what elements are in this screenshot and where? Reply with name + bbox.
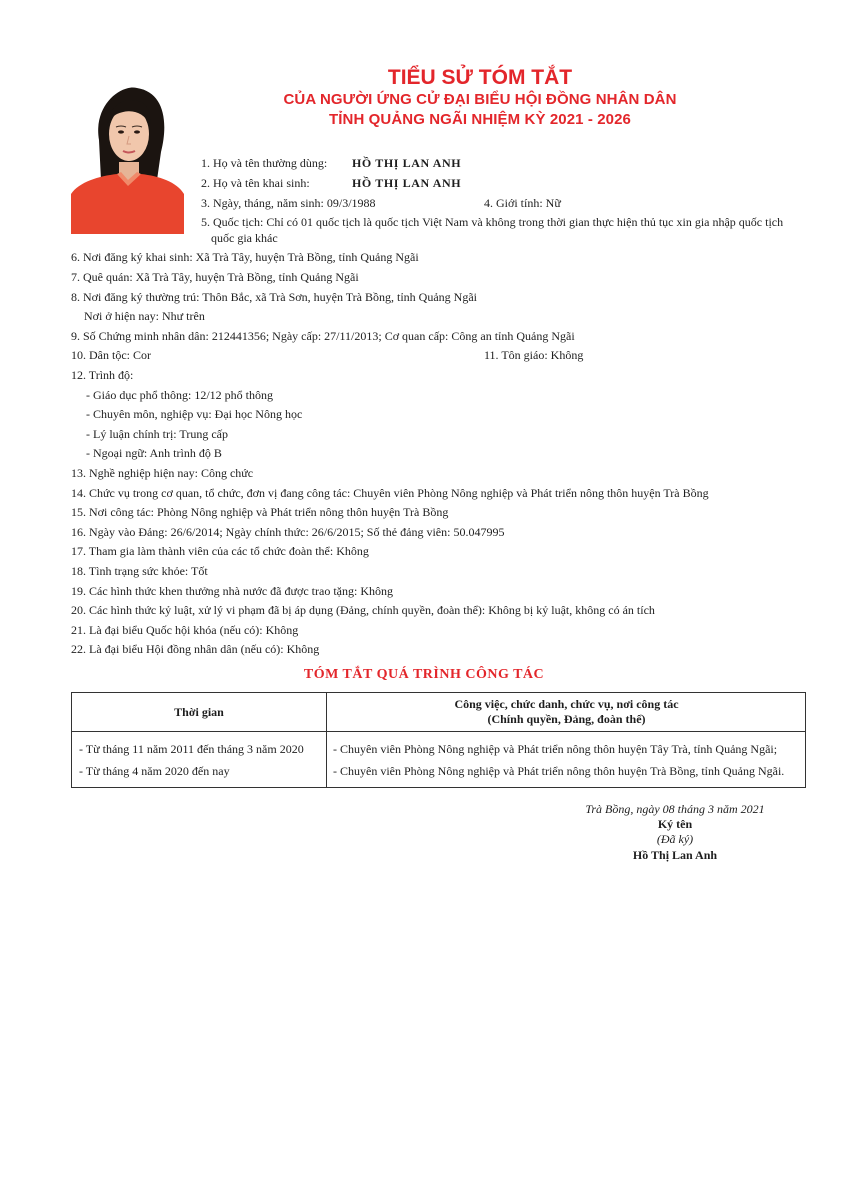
birth-date: 3. Ngày, tháng, năm sinh: 09/3/1988 (201, 196, 376, 210)
organization-membership: 17. Tham gia làm thành viên của các tổ chức đoàn thể: Không (71, 544, 369, 558)
nationality: 5. Quốc tịch: Chỉ có 01 quốc tịch là quốc tịch Việt Nam và không trong thời gian thực hiện thủ tục xin gia nhập quốc tịch (201, 215, 784, 229)
table-cell-job: - Chuyên viên Phòng Nông nghiệp và Phát triển nông thôn huyện Trà Bồng, tỉnh Quảng Ngãi. (333, 764, 785, 778)
signature-label: Ký tên (657, 817, 693, 831)
table-cell-time: - Từ tháng 4 năm 2020 đến nay (79, 764, 230, 778)
hometown: 7. Quê quán: Xã Trà Tây, huyện Trà Bồng, tỉnh Quảng Ngãi (71, 270, 359, 284)
common-name-label: 1. Họ và tên thường dùng: (201, 156, 328, 170)
signature-place-date: Trà Bồng, ngày 08 tháng 3 năm 2021 (585, 802, 765, 816)
id-card-info: 9. Số Chứng minh nhân dân: 212441356; Ngày cấp: 27/11/2013; Cơ quan cấp: Công an tỉnh Quảng Ngãi (71, 329, 575, 343)
workplace: 15. Nơi công tác: Phòng Nông nghiệp và Phát triển nông thôn huyện Trà Bồng (71, 505, 449, 519)
nationality-continued: quốc gia khác (211, 231, 278, 245)
common-name-value: HỒ THỊ LAN ANH (352, 156, 462, 170)
gender: 4. Giới tính: Nữ (484, 196, 561, 210)
work-history-table (71, 692, 806, 788)
position: 14. Chức vụ trong cơ quan, tổ chức, đơn vị đang công tác: Chuyên viên Phòng Nông nghiệp và Phát triển nông thôn huyện Trà Bồng (71, 486, 709, 500)
document-title: TIỂU SỬ TÓM TẮT (387, 66, 573, 89)
permanent-residence: 8. Nơi đăng ký thường trú: Thôn Bắc, xã Trà Sơn, huyện Trà Bồng, tỉnh Quảng Ngãi (71, 290, 477, 304)
table-cell-time: - Từ tháng 11 năm 2011 đến tháng 3 năm 2020 (79, 742, 304, 756)
table-header-job-line1: Công việc, chức danh, chức vụ, nơi công tác (454, 697, 679, 711)
education-heading: 12. Trình độ: (71, 368, 134, 382)
table-header-divider (72, 731, 805, 732)
disciplinary-record: 20. Các hình thức kỷ luật, xử lý vi phạm đã bị áp dụng (Đảng, chính quyền, đoàn thể): Không bị kỷ luật, không có án tích (71, 603, 655, 617)
education-political: - Lý luận chính trị: Trung cấp (86, 427, 228, 441)
signer-name: Hồ Thị Lan Anh (632, 848, 718, 862)
birth-registration-place: 6. Nơi đăng ký khai sinh: Xã Trà Tây, huyện Trà Bồng, tỉnh Quảng Ngãi (71, 250, 419, 264)
party-membership: 16. Ngày vào Đảng: 26/6/2014; Ngày chính thức: 26/6/2015; Số thẻ đảng viên: 50.047995 (71, 525, 505, 539)
ethnicity: 10. Dân tộc: Cor (71, 348, 151, 362)
current-residence: Nơi ở hiện nay: Như trên (84, 309, 205, 323)
signature-signed-note: (Đã ký) (656, 832, 694, 846)
document-header (200, 66, 760, 130)
health-status: 18. Tình trạng sức khỏe: Tốt (71, 564, 208, 578)
portrait-photo (71, 80, 184, 234)
occupation: 13. Nghề nghiệp hiện nay: Công chức (71, 466, 254, 480)
awards: 19. Các hình thức khen thưởng nhà nước đã được trao tặng: Không (71, 584, 393, 598)
education-general: - Giáo dục phổ thông: 12/12 phổ thông (86, 388, 273, 402)
birth-name-label: 2. Họ và tên khai sinh: (201, 176, 310, 190)
table-header-time: Thời gian (174, 705, 224, 719)
table-header-job-line2: (Chính quyền, Đảng, đoàn thể) (487, 712, 646, 726)
education-professional: - Chuyên môn, nghiệp vụ: Đại học Nông học (86, 407, 303, 421)
religion: 11. Tôn giáo: Không (484, 348, 584, 362)
peoples-council-deputy: 22. Là đại biểu Hội đồng nhân dân (nếu có): Không (71, 642, 320, 656)
document-subtitle-1: CỦA NGƯỜI ỨNG CỬ ĐẠI BIỂU HỘI ĐỒNG NHÂN DÂN (283, 91, 677, 108)
birth-name-value: HỒ THỊ LAN ANH (352, 176, 462, 190)
national-assembly-deputy: 21. Là đại biểu Quốc hội khóa (nếu có): Không (71, 623, 299, 637)
table-cell-job: - Chuyên viên Phòng Nông nghiệp và Phát triển nông thôn huyện Tây Trà, tỉnh Quảng Ngãi; (333, 742, 778, 756)
work-history-title: TÓM TẮT QUÁ TRÌNH CÔNG TÁC (303, 667, 545, 682)
document-subtitle-2: TỈNH QUẢNG NGÃI NHIỆM KỲ 2021 - 2026 (328, 111, 631, 128)
education-foreign-language: - Ngoại ngữ: Anh trình độ B (86, 446, 222, 460)
